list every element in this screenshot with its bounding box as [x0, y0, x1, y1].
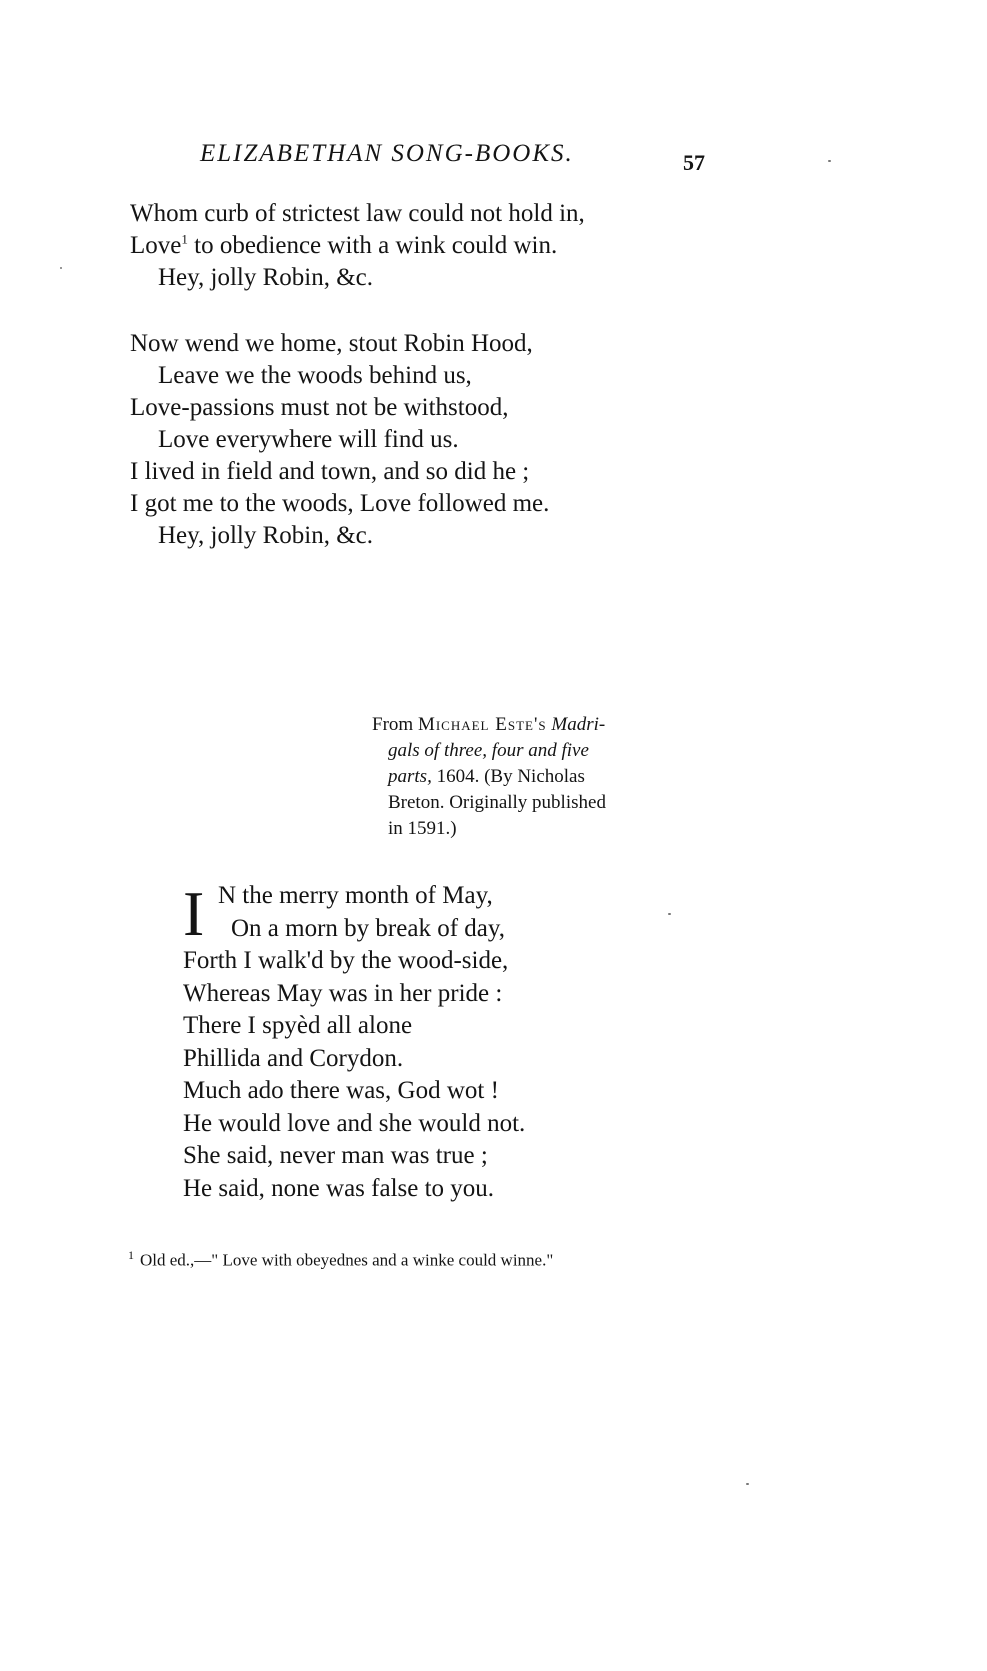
verse-line: Much ado there was, God wot !	[183, 1077, 499, 1104]
source-year: 1604. (By Nicholas	[436, 766, 585, 787]
footnote-marker: 1	[128, 1248, 134, 1262]
footnote-text: Old ed.,—" Love with obeyednes and a winke could winne."	[140, 1250, 554, 1270]
source-line: in 1591.)	[388, 818, 457, 839]
scan-speck	[828, 160, 831, 162]
verse-line: Leave we the woods behind us,	[158, 362, 472, 389]
verse-line-with-footnote	[130, 230, 585, 262]
footnote	[128, 1248, 553, 1271]
verse-line: Phillida and Corydon.	[183, 1044, 404, 1072]
verse-line: He would love and she would not.	[183, 1109, 526, 1137]
source-author: Michael Este's	[417, 714, 547, 735]
drop-cap: I	[183, 878, 205, 949]
source-line	[372, 712, 717, 738]
page-number: 57	[683, 150, 705, 175]
verse-line: There I spyèd all alone	[183, 1012, 413, 1039]
stanza-robin-ending	[130, 198, 585, 294]
source-line	[372, 738, 717, 764]
source-line	[372, 764, 717, 790]
source-attribution	[372, 712, 717, 842]
source-title: gals of three, four and five	[388, 740, 589, 761]
footnote-reference: 1	[181, 231, 188, 247]
verse-line: Love-passions must not be withstood,	[130, 394, 509, 421]
verse-line: Whereas May was in her pride :	[183, 979, 503, 1007]
verse-line: On a morn by break of day,	[231, 914, 505, 942]
verse-line: Forth I walk'd by the wood-side,	[183, 947, 509, 974]
verse-line: Now wend we home, stout Robin Hood,	[130, 330, 533, 357]
verse-line: Love everywhere will find us.	[158, 426, 459, 453]
verse-line: I lived in field and town, and so did he ;	[130, 458, 530, 485]
scan-speck	[746, 1483, 749, 1485]
poem-first-line: N the merry month of May,	[218, 882, 493, 909]
source-title: parts,	[388, 766, 432, 787]
refrain-line: Hey, jolly Robin, &c.	[158, 522, 374, 549]
scan-speck	[60, 267, 62, 269]
verse-text: Love	[130, 232, 182, 259]
scan-speck	[668, 913, 671, 915]
stanza-robin-hood	[130, 328, 549, 552]
source-title: Madri-	[551, 714, 606, 735]
refrain-line: Hey, jolly Robin, &c.	[158, 264, 374, 291]
running-title: ELIZABETHAN SONG-BOOKS.	[200, 140, 574, 167]
source-from: From	[372, 714, 414, 735]
poem-merry-month-of-may	[183, 880, 525, 1205]
verse-line: Whom curb of strictest law could not hold in,	[130, 200, 585, 227]
source-line: Breton. Originally published	[388, 792, 606, 813]
verse-line: She said, never man was true ;	[183, 1142, 488, 1169]
verse-line: I got me to the woods, Love followed me.	[130, 490, 550, 517]
verse-line: He said, none was false to you.	[183, 1174, 495, 1202]
verse-text: to obedience with a wink could win.	[187, 232, 558, 259]
